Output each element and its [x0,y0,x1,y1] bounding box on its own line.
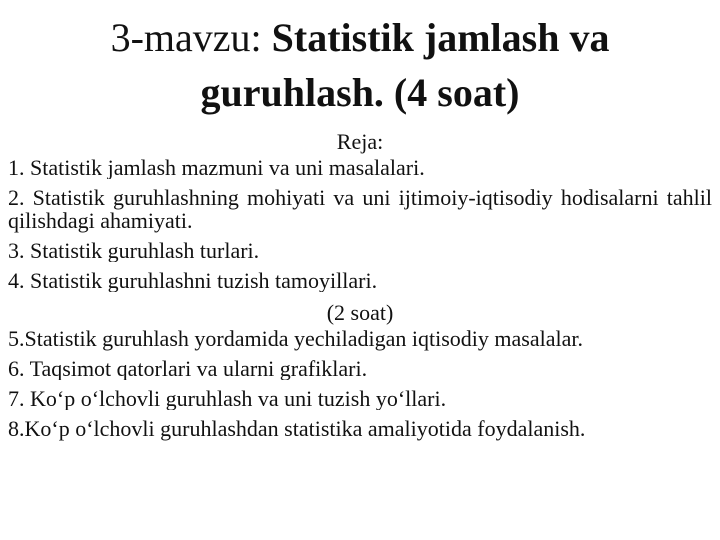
plan-item-2: 2. Statistik guruhlashning mohiyati va uni ijtimoiy-iqtisodiy hodisalarni tahlil qilishdagi ahamiyati. [8,185,712,233]
plan-item-6: 6. Taqsimot qatorlari va ularni grafiklari. [8,357,368,380]
plan-item-8: 8.Ko‘p o‘lchovli guruhlashdan statistika amaliyotida foydalanish. [8,416,586,441]
title-line-1 [20,10,700,65]
plan-heading: Reja: [336,129,384,154]
title-bold-line-2: guruhlash. (4 soat) [200,70,520,115]
title-prefix: 3-mavzu: [110,15,272,60]
slide-title [20,10,700,120]
title-bold-line-1: Statistik jamlash va [271,15,610,60]
plan-item-7: 7. Ko‘p o‘lchovli guruhlash va uni tuzish yo‘llari. [8,387,447,410]
plan-item-4: 4. Statistik guruhlashni tuzish tamoyillari. [8,269,378,292]
hours-note: (2 soat) [326,300,394,325]
plan-item-5: 5.Statistik guruhlash yordamida yechiladigan iqtisodiy masalalar. [8,326,583,351]
plan-body [8,128,712,447]
plan-item-3: 3. Statistik guruhlash turlari. [8,239,260,262]
plan-item-1: 1. Statistik jamlash mazmuni va uni masalalari. [8,156,425,179]
